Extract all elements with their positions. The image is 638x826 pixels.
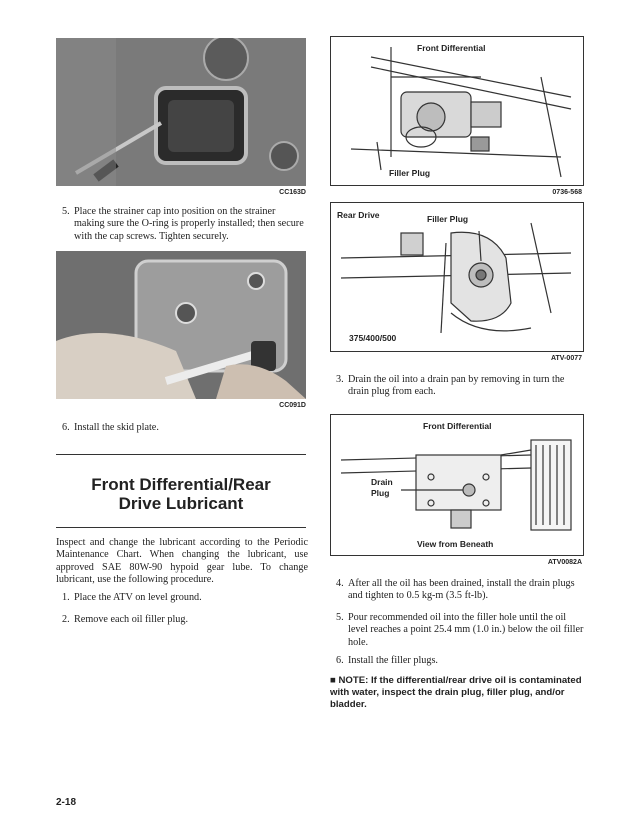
diagram-rear-drive-filler [330,202,584,352]
left-step-5 [62,206,308,243]
photo1-label: CC163D [279,189,306,196]
photo2-label: CC091D [279,402,306,409]
left-step-2 [62,614,308,626]
heading-line-1: Front Differential/Rear [91,475,271,494]
step-text: Place the strainer cap into position on the strainer making sure the O-ring is properly installed; then secure with the cap screws. Tighten securely. [74,206,304,242]
diagram1-drawing [331,37,583,185]
note-text: NOTE: If the differential/rear drive oil is contaminated with water, inspect the drain plug, filler plug, and/or bladder. [330,675,582,711]
diagram-front-differential-drain [330,414,584,556]
diagram2-title: Rear Drive [337,210,380,220]
step-number: 3. [336,374,344,385]
step-text: Remove each oil filler plug. [74,614,189,625]
page-number: 2-18 [56,797,77,808]
step-text: Install the skid plate. [74,422,159,433]
note-box [330,675,584,712]
section-heading [56,454,306,528]
diagram1-label: 0736-568 [552,189,582,196]
step-number: 6. [336,655,344,666]
step-text: Install the filler plugs. [348,655,438,666]
diagram-front-differential-filler [330,36,584,186]
diagram3-label: ATV0082A [547,559,582,566]
step-number: 2. [62,614,70,625]
diagram3-title: Front Differential [423,421,492,431]
diagram3-callout-line2: Plug [371,488,390,498]
photo-torque-wrench [56,251,306,399]
diagram2-callout: Filler Plug [427,214,469,224]
diagram3-caption: View from Beneath [417,539,494,549]
diagram3-drawing [331,415,583,555]
step-text: After all the oil has been drained, install the drain plugs and tighten to 0.5 kg-m (3.5 ft-lb). [348,578,575,602]
diagram1-title: Front Differential [417,43,486,53]
right-step-4 [336,578,584,603]
step-number: 1. [62,592,70,603]
step-number: 4. [336,578,344,589]
photo-strainer-cap [56,38,306,186]
diagram1-callout: Filler Plug [389,168,431,178]
diagram2-drawing [331,203,583,351]
left-step-6 [62,422,308,434]
heading-line-2: Drive Lubricant [118,494,244,513]
diagram3-callout [371,477,393,499]
note-marker-icon: ■ [330,675,336,686]
photo-torque-wrench-drawing [56,251,306,399]
photo-strainer-cap-drawing [56,38,306,186]
diagram2-model: 375/400/500 [349,333,397,343]
step-number: 6. [62,422,70,433]
step-number: 5. [62,206,70,217]
step-text: Pour recommended oil into the filler hole until the oil level reaches a point 25.4 mm (1.0 in.) below the oil filler hole. [348,612,584,648]
right-step-6 [336,655,584,667]
diagram2-label: ATV-0077 [551,355,582,362]
right-step-5 [336,612,584,649]
step-text: Drain the oil into a drain pan by removing in turn the drain plug from each. [348,374,565,398]
right-step-3 [336,374,584,399]
step-number: 5. [336,612,344,623]
intro-paragraph: Inspect and change the lubricant according to the Periodic Maintenance Chart. When changing the lubricant, use approved SAE 80W-90 hypoid gear lube. To change lubricant, use the following procedure. [56,537,308,586]
left-step-1 [62,592,308,604]
step-text: Place the ATV on level ground. [74,592,202,603]
diagram3-callout-line1: Drain [371,477,393,487]
